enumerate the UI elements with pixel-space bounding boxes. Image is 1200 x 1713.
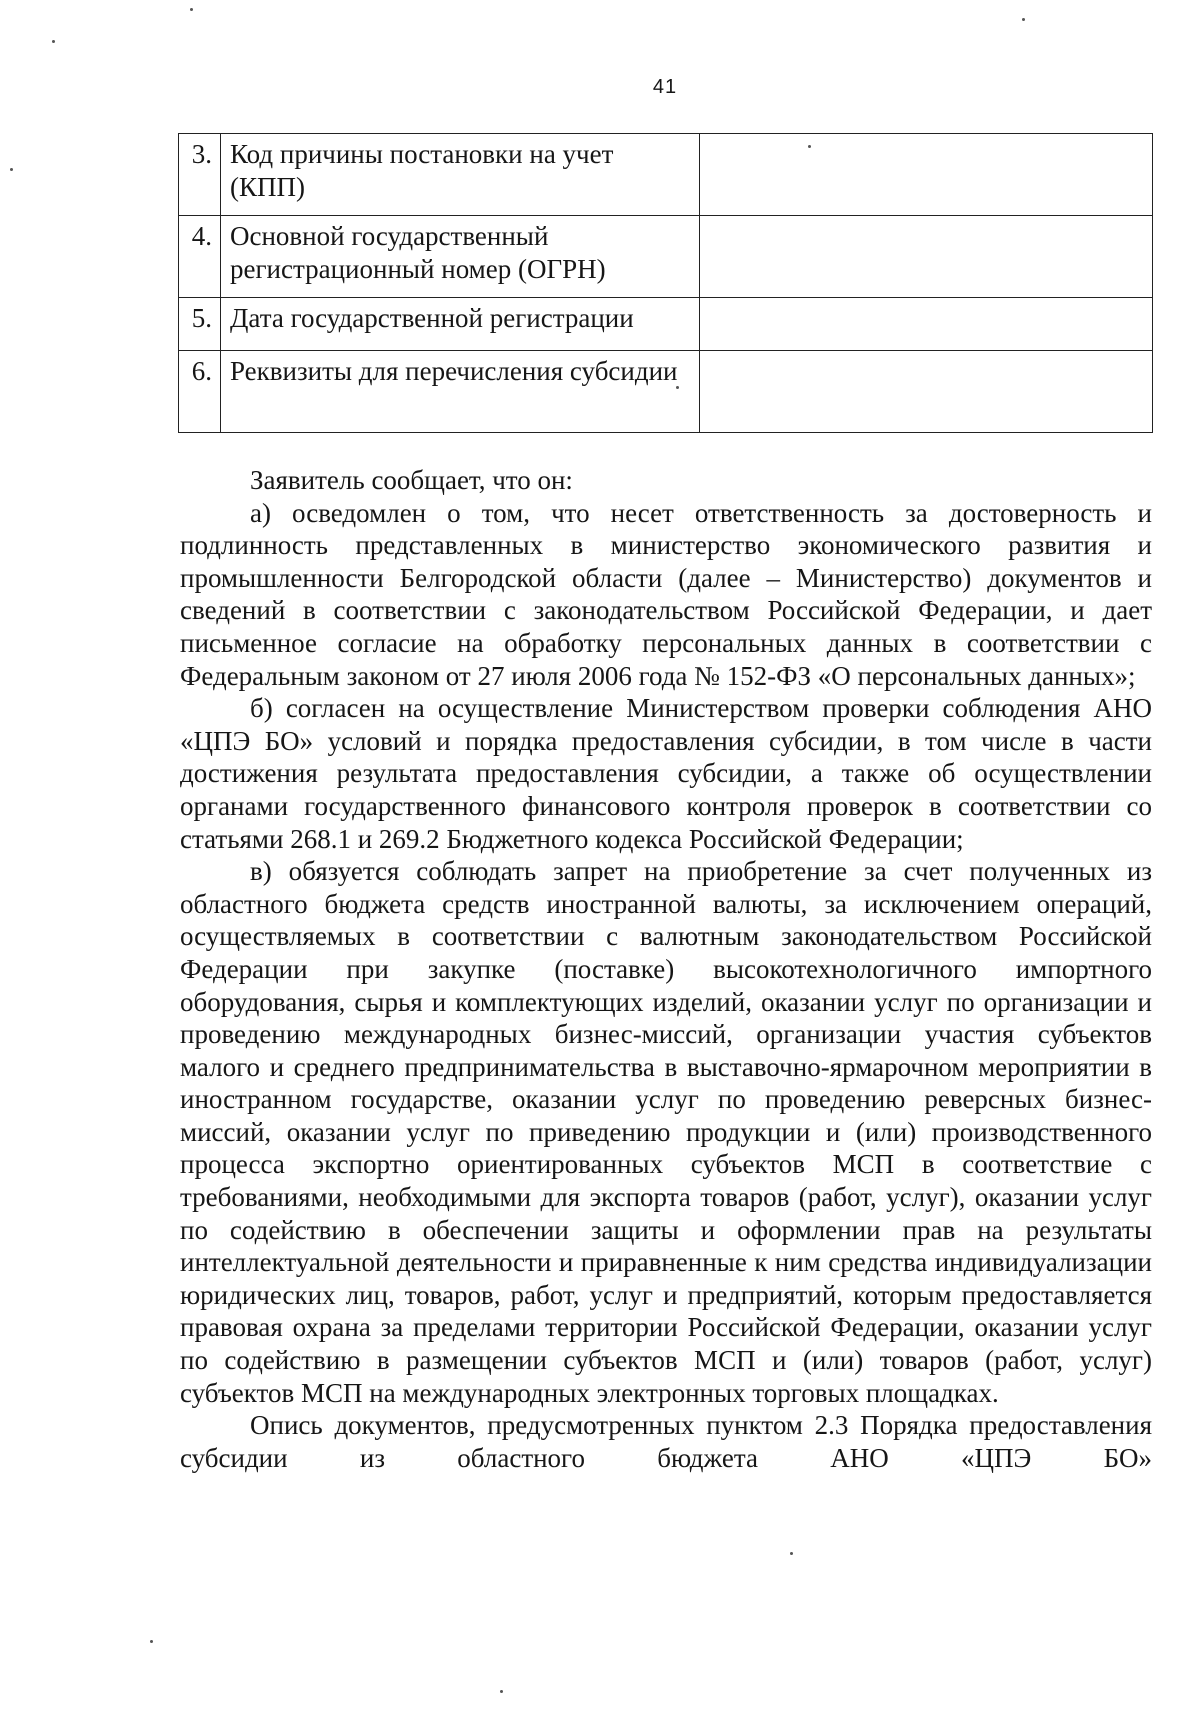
row-number: 4. [179, 216, 221, 298]
row-value-kpp [700, 134, 1153, 216]
scan-speck [676, 386, 679, 389]
page-number: 41 [652, 76, 678, 98]
scan-speck [808, 145, 811, 148]
row-label: Основной государственный регистрационный номер (ОГРН) [221, 216, 700, 298]
scan-speck [52, 40, 55, 43]
table-row [179, 216, 1153, 298]
scan-speck [190, 8, 193, 11]
document-inventory-paragraph: Опись документов, предусмотренных пунктом 2.3 Порядка предоставления субсидии из областного бюджета АНО «ЦПЭ БО» [180, 1410, 1152, 1473]
row-number: 3. [179, 134, 221, 216]
declaration-intro: Заявитель сообщает, что он: [250, 465, 573, 495]
declaration-item-b: б) согласен на осуществление Министерством проверки соблюдения АНО «ЦПЭ БО» условий и порядка предоставления субсидии, в том числе в части достижения результата предоставления субсидии, а также об осуществлении органами государственного финансового контроля проверок в соответствии со статьями 268.1 и 269.2 Бюджетного кодекса Российской Федерации; [180, 693, 1152, 854]
row-label: Дата государственной регистрации [221, 298, 700, 351]
row-value-ogrn [700, 216, 1153, 298]
row-value-registration-date [700, 298, 1153, 351]
table-row [179, 298, 1153, 351]
applicant-details-table [178, 133, 1153, 433]
scan-speck [790, 1552, 793, 1555]
row-label: Код причины постановки на учет (КПП) [221, 134, 700, 216]
scan-speck [1022, 18, 1025, 21]
row-number: 6. [179, 351, 221, 433]
scan-speck [500, 1690, 503, 1693]
declaration-item-c: в) обязуется соблюдать запрет на приобретение за счет полученных из областного бюджета средств иностранной валюты, за исключением операций, осуществляемых в соответствии с валютным законодательством Российской Федерации при закупке (поставке) высокотехнологичного импортного оборудования, сырья и комплектующих изделий, оказании услуг по организации и проведению международных бизнес-миссий, организации участия субъектов малого и среднего предпринимательства в выставочно-ярмарочном мероприятии в иностранном государстве, оказании услуг по проведению реверсных бизнес-миссий, оказании услуг по приведению продукции и (или) производственного процесса экспортно ориентированных субъектов МСП в соответствие с требованиями, необходимыми для экспорта товаров (работ, услуг), оказании услуг по содействию в обеспечении защиты и оформлении прав на результаты интеллектуальной деятельности и приравненные к ним средства индивидуализации юридических лиц, товаров, работ, услуг и предприятий, которым предоставляется правовая охрана за пределами территории Российской Федерации, оказании услуг по содействию в размещении субъектов МСП и (или) товаров (работ, услуг) субъектов МСП на международных электронных торговых площадках. [180, 856, 1152, 1408]
declaration-item-a: а) осведомлен о том, что несет ответственность за достоверность и подлинность представленных в министерство экономического развития и промышленности Белгородской области (далее – Министерство) документов и сведений в соответствии с законодательством Российской Федерации, и дает письменное согласие на обработку персональных данных в соответствии с Федеральным законом от 27 июля 2006 года № 152-ФЗ «О персональных данных»; [180, 497, 1152, 691]
scan-speck [150, 1640, 153, 1643]
table-row [179, 134, 1153, 216]
row-label: Реквизиты для перечисления субсидии [221, 351, 700, 433]
scan-speck [10, 168, 13, 171]
table-row [179, 351, 1153, 433]
row-value-payment-details [700, 351, 1153, 433]
row-number: 5. [179, 298, 221, 351]
declaration-text [180, 464, 1152, 1474]
